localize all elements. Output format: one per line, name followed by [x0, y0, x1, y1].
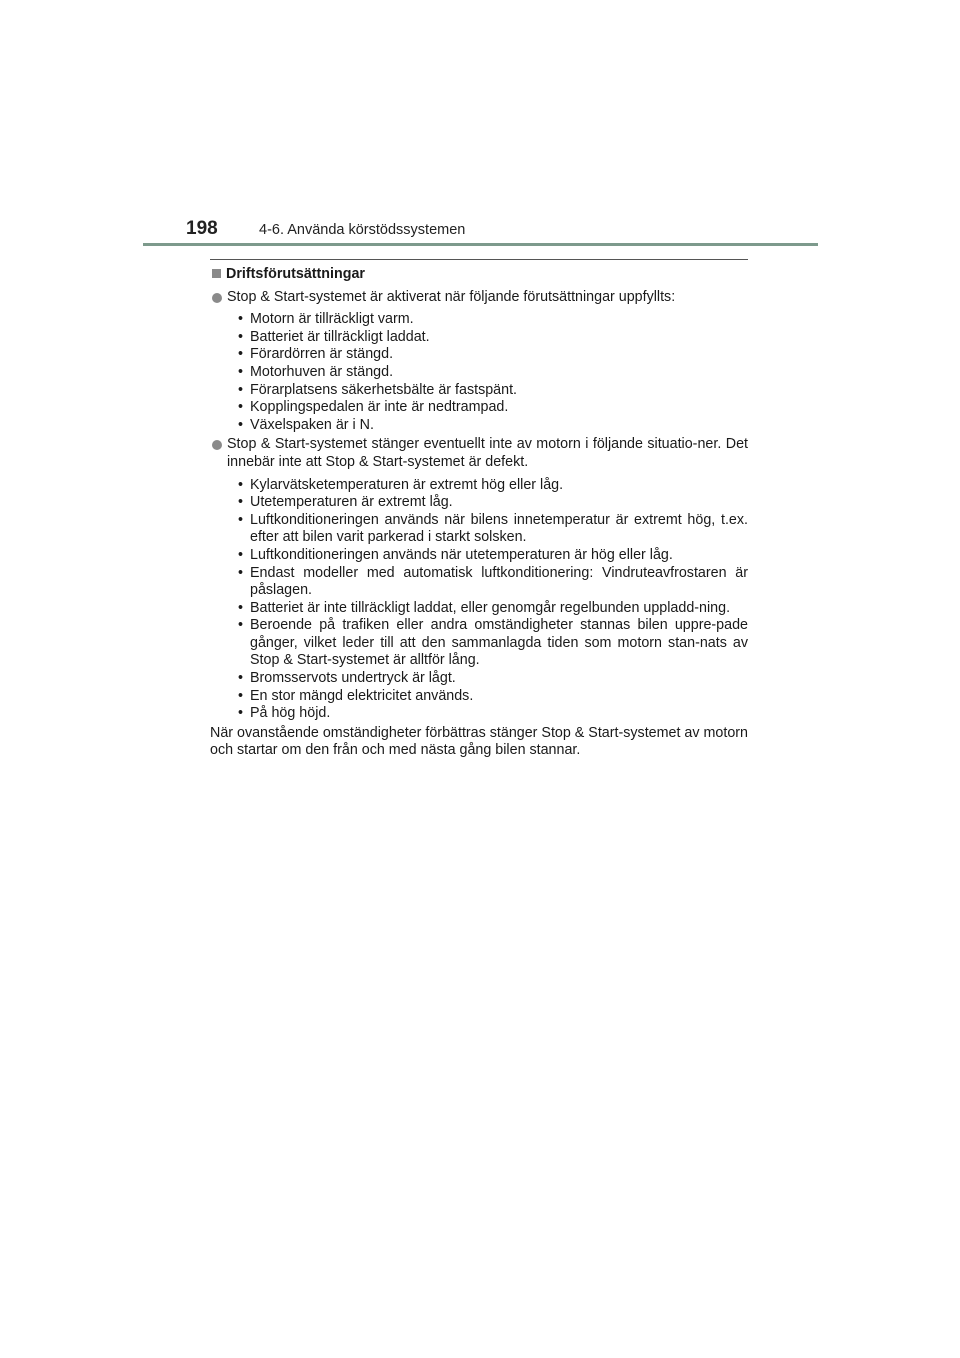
square-bullet-icon	[212, 269, 221, 278]
list-item: • Bromsservots undertryck är lågt.	[238, 670, 456, 687]
page-number: 198	[186, 218, 218, 239]
list-item: • En stor mängd elektricitet används.	[238, 687, 474, 704]
situations-list	[210, 477, 748, 723]
list-item: • Luftkonditioneringen används när utetemperaturen är hög eller låg.	[238, 546, 673, 563]
list-item: • Batteriet är inte tillräckligt laddat, eller genomgår regelbunden uppladd-ning.	[238, 599, 731, 616]
list-item: • Endast modeller med automatisk luftkonditionering: Vindruteavfrostaren är påslagen.	[238, 564, 748, 599]
section-title: 4-6. Använda körstödssystemen	[259, 222, 466, 238]
list-item: • Förardörren är stängd.	[238, 346, 394, 363]
paragraph-text: Stop & Start-systemet är aktiverat när följande förutsättningar uppfyllts:	[227, 288, 676, 305]
list-item: • Kylarvätsketemperaturen är extremt hög eller låg.	[238, 476, 564, 493]
list-item: • Kopplingspedalen är inte är nedtrampad.	[238, 399, 509, 416]
condition-paragraph-1	[210, 289, 748, 307]
list-item: • Förarplatsens säkerhetsbälte är fastspänt.	[238, 381, 518, 398]
list-item: • På hög höjd.	[238, 705, 331, 722]
closing-paragraph: När ovanstående omständigheter förbättras stänger Stop & Start-systemet av motorn och startar om den från och med nästa gång bilen stannar.	[210, 724, 748, 759]
list-item: • Motorhuven är stängd.	[238, 363, 394, 380]
condition-paragraph-2	[210, 436, 748, 471]
list-item: • Växelspaken är i N.	[238, 416, 374, 433]
header-rule	[143, 243, 818, 246]
list-item: • Batteriet är tillräckligt laddat.	[238, 328, 430, 345]
paragraph-text: Stop & Start-systemet stänger eventuellt inte av motorn i följande situatio-ner. Det innebär inte att Stop & Start-systemet är defekt.	[227, 436, 748, 470]
subsection-heading	[210, 266, 748, 284]
list-item: • Beroende på trafiken eller andra omständigheter stannas bilen uppre-pade gånger, vilket leder till att den sammanlagda tiden som motorn stan-nats av Stop & Start-systemet är alltför lång.	[238, 617, 748, 669]
main-content	[210, 266, 748, 760]
list-item: • Utetemperaturen är extremt låg.	[238, 494, 453, 511]
heading-text: Driftsförutsättningar	[226, 266, 365, 282]
conditions-list	[210, 311, 748, 434]
circle-bullet-icon	[212, 440, 222, 450]
list-item: • Luftkonditioneringen används när bilens innetemperatur är extremt hög, t.ex. efter att bilen varit parkerad i starkt solsken.	[238, 511, 748, 546]
circle-bullet-icon	[212, 293, 222, 303]
content-divider	[210, 259, 748, 260]
list-item: • Motorn är tillräckligt varm.	[238, 311, 414, 328]
